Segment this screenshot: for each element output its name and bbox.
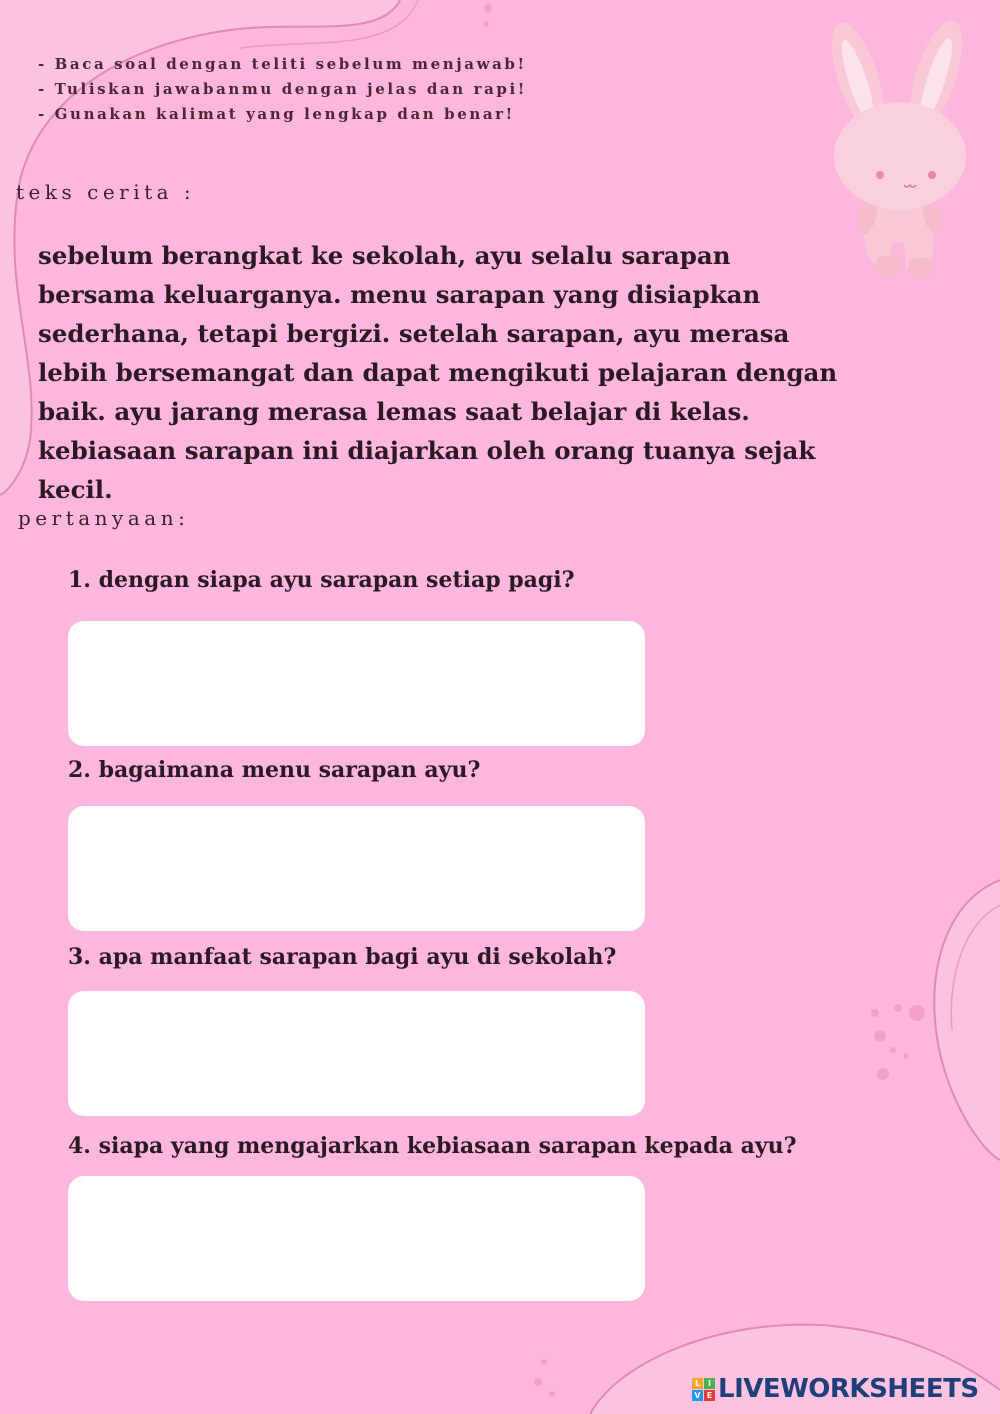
question-2: 2. bagaimana menu sarapan ayu?	[68, 757, 481, 783]
answer-box-4[interactable]	[68, 1176, 645, 1301]
answer-box-2[interactable]	[68, 806, 645, 931]
answer-box-3[interactable]	[68, 991, 645, 1116]
question-4: 4. siapa yang mengajarkan kebiasaan sarapan kepada ayu?	[68, 1133, 797, 1159]
question-3: 3. apa manfaat sarapan bagi ayu di sekolah?	[68, 944, 617, 970]
instruction-item: - Gunakan kalimat yang lengkap dan benar!	[38, 105, 515, 123]
logo-mark-letter: V	[692, 1390, 703, 1401]
logo-mark-letter: L	[692, 1378, 703, 1389]
questions-label: pertanyaan:	[18, 506, 190, 530]
instruction-item: - Baca soal dengan teliti sebelum menjawab!	[38, 55, 527, 73]
logo-text: LIVEWORKSHEETS	[718, 1374, 979, 1404]
liveworksheets-logo[interactable]	[692, 1374, 979, 1404]
answer-box-1[interactable]	[68, 621, 645, 746]
instruction-item: - Tuliskan jawabanmu dengan jelas dan rapi!	[38, 80, 527, 98]
logo-mark-icon	[692, 1378, 715, 1401]
logo-mark-letter: E	[704, 1390, 715, 1401]
story-text: sebelum berangkat ke sekolah, ayu selalu sarapan bersama keluarganya. menu sarapan yang disiapkan sederhana, tetapi bergizi. setelah sarapan, ayu merasa lebih bersemangat dan dapat mengikuti pelajaran dengan baik. ayu jarang merasa lemas saat belajar di kelas. kebiasaan sarapan ini diajarkan oleh orang tuanya sejak kecil.	[38, 241, 838, 504]
story-label: teks cerita :	[16, 180, 196, 204]
question-1: 1. dengan siapa ayu sarapan setiap pagi?	[68, 567, 575, 593]
logo-mark-letter: I	[704, 1378, 715, 1389]
instruction-list	[38, 52, 527, 127]
